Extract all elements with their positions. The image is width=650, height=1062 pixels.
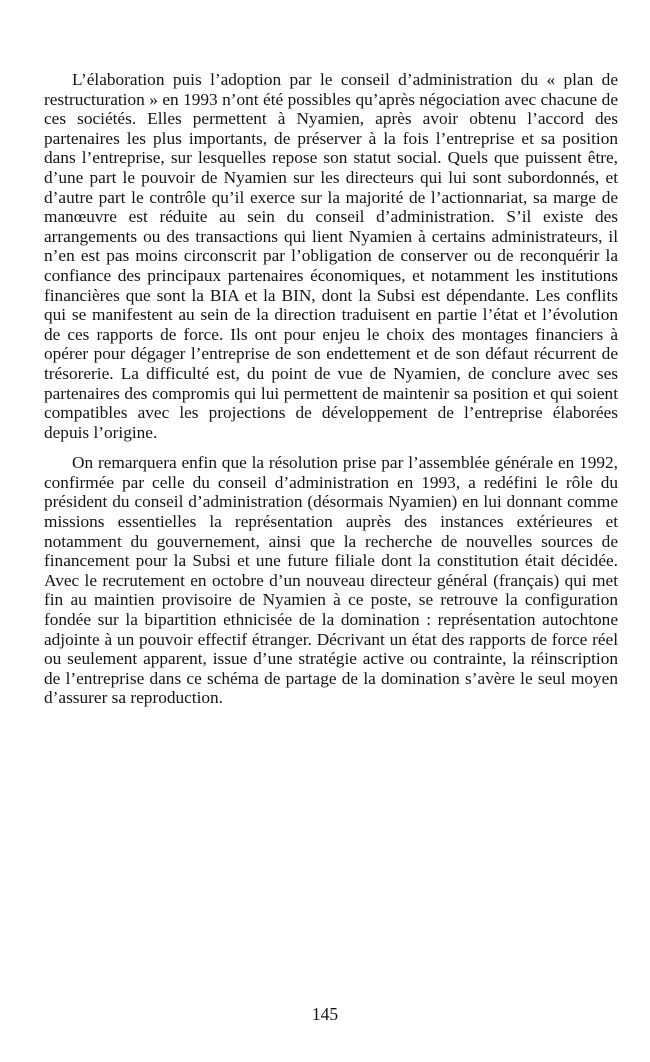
- page-body: [44, 70, 618, 708]
- page-number: 145: [311, 1004, 339, 1024]
- paragraph-1: L’élaboration puis l’adoption par le conseil d’administration du « plan de restructuration » en 1993 n’ont été possibles qu’après négociation avec chacune de ces sociétés. Elles permettent à Nyamien, après avoir obtenu l’accord des partenaires les plus importants, de préserver à la fois l’entreprise et sa position dans l’entreprise, sur lesquelles repose son statut social. Quels que puissent être, d’une part le pouvoir de Nyamien sur les directeurs qui lui sont subordonnés, et d’autre part le contrôle qu’il exerce sur la majorité de l’actionnariat, sa marge de manœuvre est réduite au sein du conseil d’administration. S’il existe des arrangements ou des transactions qui lient Nyamien à certains administrateurs, il n’en est pas moins circonscrit par l’obligation de conserver ou de reconquérir la confiance des principaux partenaires économiques, et notamment les institutions financières que sont la BIA et la BIN, dont la Subsi est dépendante. Les conflits qui se manifestent au sein de la direction traduisent en partie l’état et l’évolution de ces rapports de force. Ils ont pour enjeu le choix des montages financiers à opérer pour dégager l’entreprise de son endettement et de son défaut récurrent de trésorerie. La difficulté est, du point de vue de Nyamien, de conclure avec ses partenaires des compromis qui lui permettent de maintenir sa position et qui soient compatibles avec les projections de développement de l’entreprise élaborées depuis l’origine.: [44, 70, 618, 442]
- paragraph-2: On remarquera enfin que la résolution prise par l’assemblée générale en 1992, confirmée par celle du conseil d’administration en 1993, a redéfini le rôle du président du conseil d’administration (désormais Nyamien) en lui donnant comme missions essentielles la représentation auprès des instances extérieures et notamment du gouvernement, ainsi que la recherche de nouvelles sources de financement pour la Subsi et une future filiale dont la constitution était décidée. Avec le recrutement en octobre d’un nouveau directeur général (français) qui met fin au maintien provisoire de Nyamien à ce poste, se retrouve la configuration fondée sur la bipartition ethnicisée de la domination : représentation autochtone adjointe à un pouvoir effectif étranger. Décrivant un état des rapports de force réel ou seulement apparent, issue d’une stratégie active ou contrainte, la réinscription de l’entreprise dans ce schéma de partage de la domination s’avère le seul moyen d’assurer sa reproduction.: [44, 453, 618, 708]
